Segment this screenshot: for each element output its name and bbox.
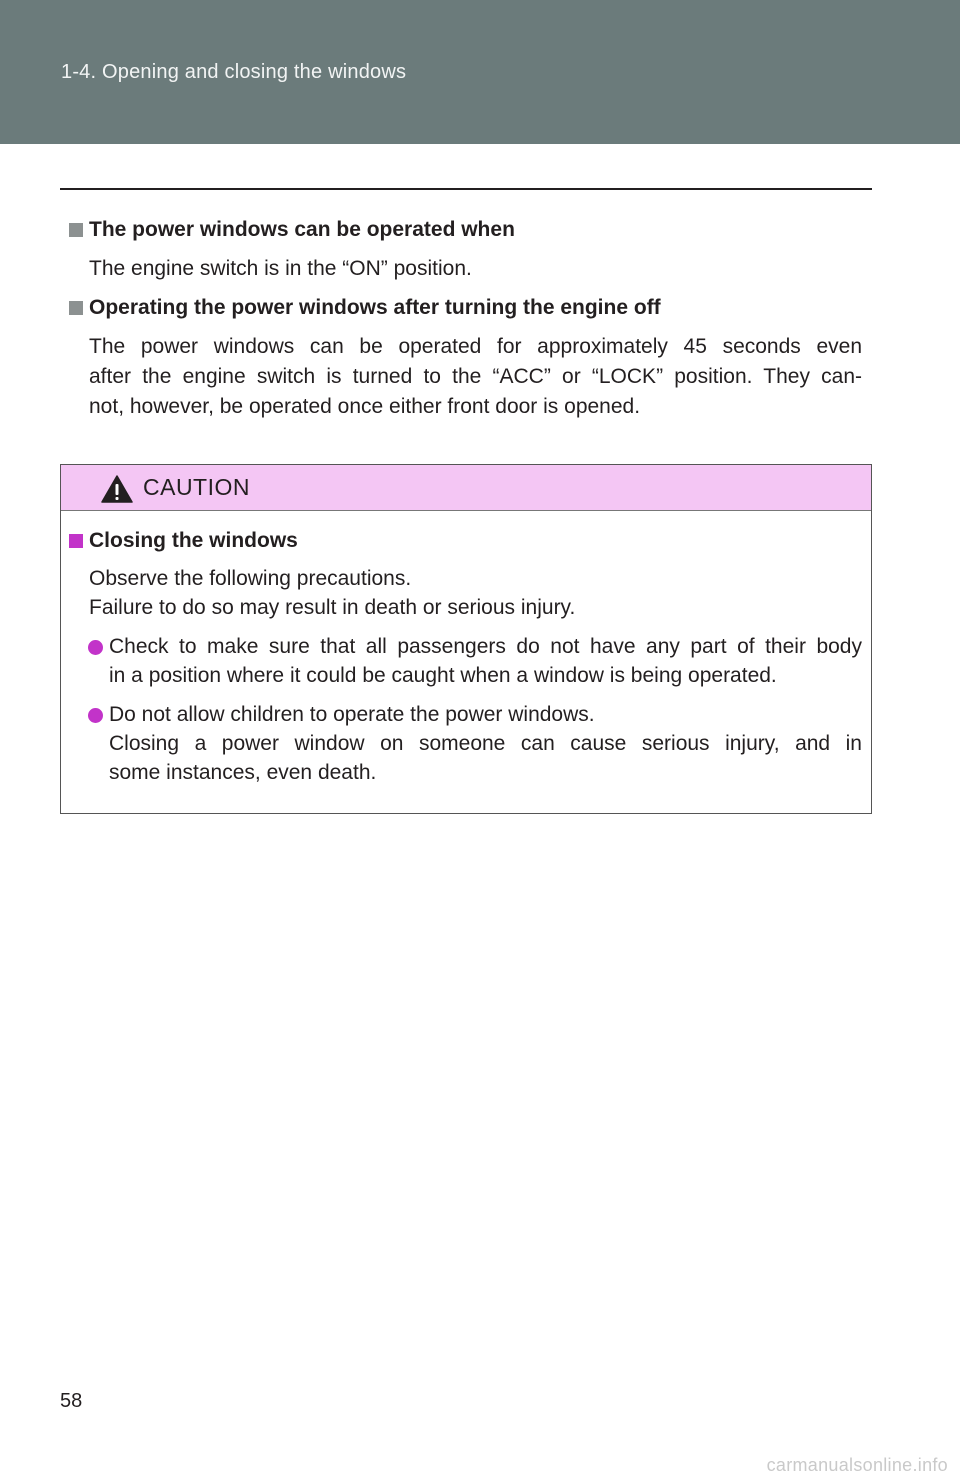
gray-square-icon xyxy=(69,223,83,237)
page-number: 58 xyxy=(60,1390,83,1412)
section-title: 1-4. Opening and closing the windows xyxy=(61,61,407,83)
page-header xyxy=(0,0,960,144)
caution-box xyxy=(60,464,872,814)
bullet-line: Do not allow children to operate the power windows. xyxy=(109,703,595,726)
section-heading xyxy=(68,215,862,245)
main-content xyxy=(68,215,862,422)
section-paragraph xyxy=(68,332,862,422)
paragraph-line: not, however, be operated once either front door is opened. xyxy=(89,395,641,418)
caution-intro-line: Observe the following precautions. xyxy=(89,567,412,590)
caution-bullet xyxy=(68,700,862,787)
caution-body xyxy=(68,526,862,787)
bullet-line: in a position where it could be caught when a window is being operated. xyxy=(109,664,777,687)
section-heading-text: Operating the power windows after turning the engine off xyxy=(89,296,661,319)
bullet-line: Check to make sure that all passengers do not have any part of their body xyxy=(109,635,862,658)
gray-square-icon xyxy=(69,301,83,315)
bullet-dot-icon xyxy=(88,708,103,723)
caution-intro xyxy=(68,564,862,622)
magenta-square-icon xyxy=(69,534,83,548)
caution-bullet xyxy=(68,632,862,690)
caution-intro-line: Failure to do so may result in death or serious injury. xyxy=(89,596,576,619)
bullet-line: Closing a power window on someone can cause serious injury, and in xyxy=(109,732,862,755)
warning-icon xyxy=(101,475,133,503)
section-heading xyxy=(68,293,862,323)
bullet-line: some instances, even death. xyxy=(109,761,377,784)
paragraph-line: The power windows can be operated for approximately 45 seconds even xyxy=(89,335,862,358)
paragraph-line: The engine switch is in the “ON” position. xyxy=(89,257,472,280)
section-heading-text: The power windows can be operated when xyxy=(89,218,515,241)
bullet-dot-icon xyxy=(88,640,103,655)
caution-header xyxy=(61,465,871,511)
caution-title: CAUTION xyxy=(143,474,250,500)
watermark-text: carmanualsonline.info xyxy=(766,1455,948,1475)
caution-heading xyxy=(68,526,862,555)
paragraph-line: after the engine switch is turned to the “ACC” or “LOCK” position. They can- xyxy=(89,365,862,388)
caution-heading-text: Closing the windows xyxy=(89,529,298,552)
header-rule xyxy=(60,188,872,190)
section-paragraph xyxy=(68,254,862,284)
